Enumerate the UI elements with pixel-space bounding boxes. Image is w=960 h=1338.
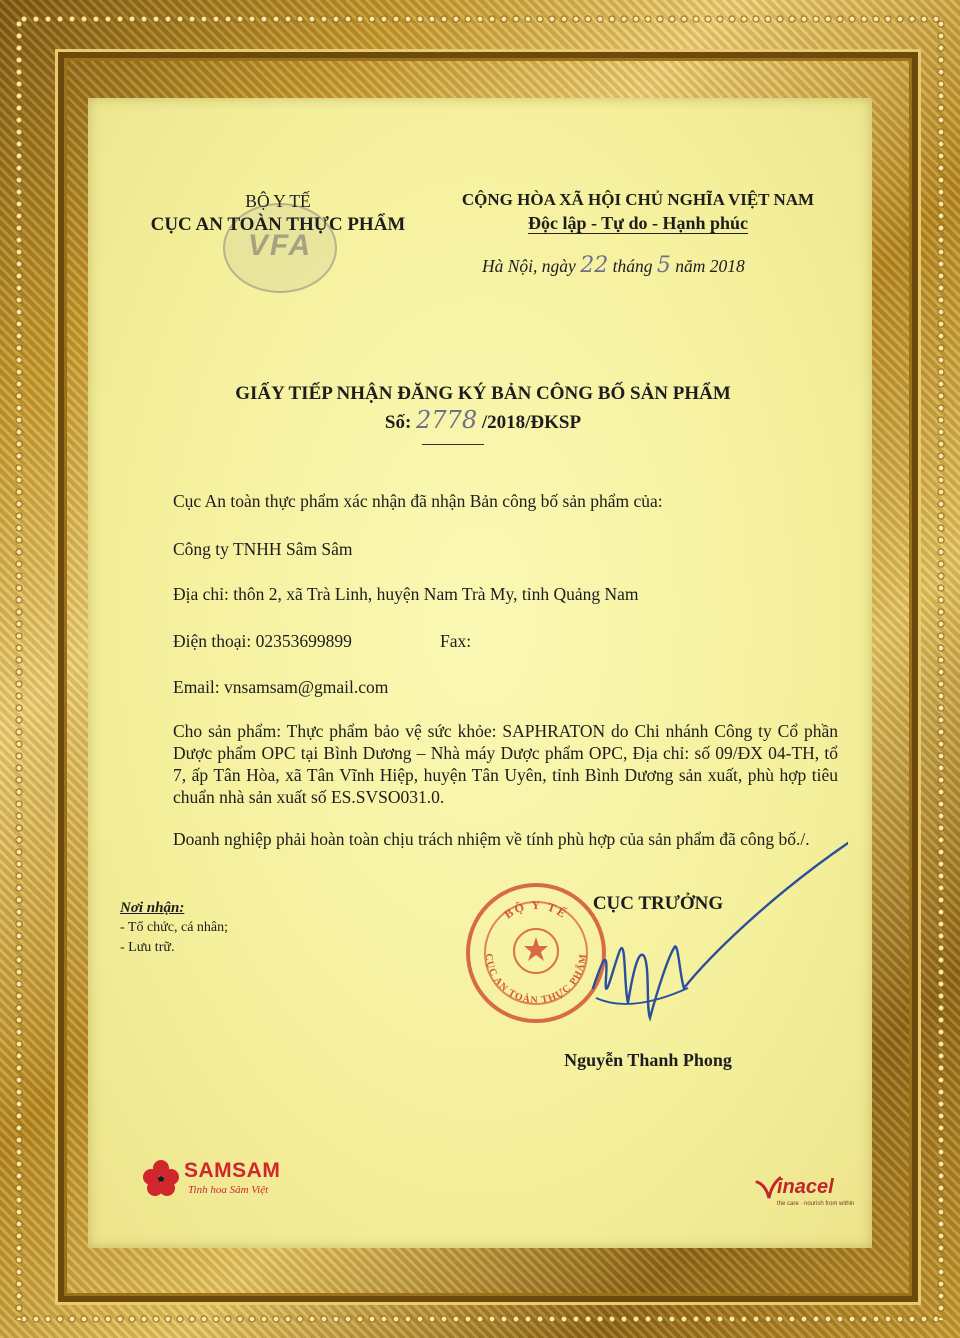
issue-date: [482, 253, 745, 278]
signer-name: Nguyễn Thanh Phong: [564, 1050, 732, 1070]
ministry-name: BỘ Y TẾ: [245, 191, 311, 211]
date-month-handwritten: 5: [656, 253, 671, 278]
date-year: năm 2018: [675, 256, 745, 276]
product-paragraph: [173, 720, 838, 808]
date-prefix: Hà Nội, ngày: [482, 256, 576, 276]
number-suffix: /2018/ĐKSP: [481, 412, 582, 433]
frame-bead-right: [936, 18, 946, 1320]
inacel-tagline: the care · nourish from within: [777, 1201, 855, 1207]
recipient-item: - Lưu trữ.: [120, 940, 175, 955]
motto-text: Độc lập - Tự do - Hạnh phúc: [527, 213, 749, 233]
inacel-logo: [755, 1176, 875, 1216]
department-name: CỤC AN TOÀN THỰC PHẨM: [150, 214, 406, 235]
country-name: CỘNG HÒA XÃ HỘI CHỦ NGHĨA VIỆT NAM: [461, 190, 815, 209]
recipient-item: - Tổ chức, cá nhân;: [120, 920, 229, 935]
frame-bead-left: [14, 18, 24, 1320]
title-divider: [422, 444, 484, 445]
company-phone: Điện thoại: 02353699899: [173, 631, 352, 651]
company-fax: Fax:: [440, 631, 472, 651]
product-text: Cho sản phẩm: Thực phẩm bảo vệ sức khỏe: SAPHRATON do Chi nhánh Công ty Cổ phần Dược phẩm OPC tại Bình Dương – Nhà máy Dược phẩm OPC, Địa chỉ: số 09/ĐX 04-TH, tổ 7, ấp Tân Hòa, xã Tân Vĩnh Hiệp, huyện Tân Uyên, tỉnh Bình Dương sản xuất, phù hợp tiêu chuẩn nhà sản xuất số ES.SVSO031.0.: [173, 721, 838, 807]
stamp-bottom-text: CỤC AN TOÀN THỰC PHẨM: [482, 952, 590, 1007]
company-email: Email: vnsamsam@gmail.com: [173, 677, 389, 697]
frame-bead-top: [18, 14, 942, 24]
inacel-brand-name: inacel: [777, 1176, 834, 1198]
samsam-logo: [140, 1155, 300, 1205]
company-name: Công ty TNHH Sâm Sâm: [173, 539, 353, 559]
signature-underline-stroke: [596, 988, 688, 1004]
samsam-flower-icon: [140, 1157, 182, 1199]
responsibility-text: Doanh nghiệp phải hoàn toàn chịu trách nhiệm về tính phù hợp của sản phẩm đã công bố./.: [173, 829, 810, 849]
date-day-handwritten: 22: [580, 253, 609, 278]
signer-title: CỤC TRƯỞNG: [592, 893, 724, 914]
number-handwritten: 2778: [416, 406, 478, 434]
document-number: [148, 406, 818, 434]
recipients-label: Nơi nhận:: [120, 900, 185, 916]
certificate-paper: [88, 98, 872, 1248]
company-address: Địa chỉ: thôn 2, xã Trà Linh, huyện Nam Trà My, tỉnh Quảng Nam: [173, 584, 639, 604]
intro-line: Cục An toàn thực phẩm xác nhận đã nhận Bản công bố sản phẩm của:: [173, 491, 663, 511]
date-month-label: tháng: [612, 256, 653, 276]
stamp-top-text: BỘ Y TẾ: [501, 897, 571, 922]
national-motto: [428, 213, 848, 234]
frame-bead-bottom: [18, 1314, 942, 1324]
signature-stroke: [593, 843, 848, 1018]
samsam-brand-name: SAMSAM: [184, 1159, 281, 1182]
vfa-logo-text: VFA: [247, 229, 313, 262]
samsam-slogan: Tinh hoa Sâm Việt: [188, 1184, 269, 1196]
number-label: Số:: [384, 412, 412, 433]
document-title: GIẤY TIẾP NHẬN ĐĂNG KÝ BẢN CÔNG BỐ SẢN PHẨM: [235, 383, 731, 404]
